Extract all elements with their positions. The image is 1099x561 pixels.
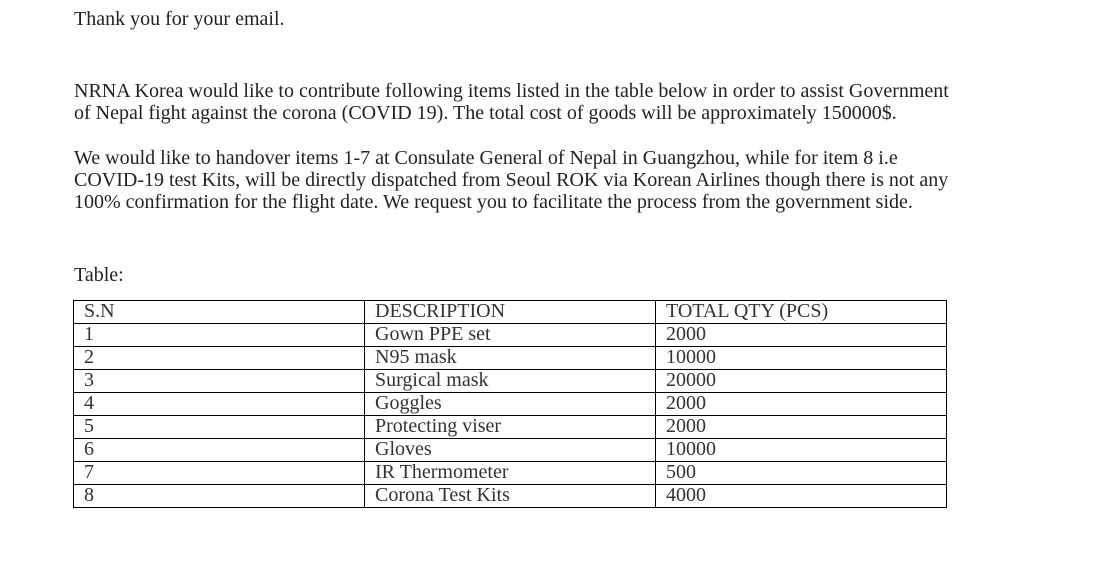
paragraph-line: 100% confirmation for the flight date. We request you to facilitate the process from the government side. xyxy=(74,191,913,213)
header-description: DESCRIPTION xyxy=(365,301,656,324)
cell-qty: 10000 xyxy=(656,347,947,370)
header-total-qty: TOTAL QTY (PCS) xyxy=(656,301,947,324)
cell-description: Goggles xyxy=(365,393,656,416)
table-row xyxy=(74,347,947,370)
items-table xyxy=(73,300,947,508)
paragraph-line: NRNA Korea would like to contribute following items listed in the table below in order to assist Government xyxy=(74,80,949,102)
cell-description: Gloves xyxy=(365,439,656,462)
cell-description: Corona Test Kits xyxy=(365,485,656,508)
greeting-text: Thank you for your email. xyxy=(74,8,285,30)
table-header-row xyxy=(74,301,947,324)
cell-sn: 5 xyxy=(74,416,365,439)
cell-qty: 4000 xyxy=(656,485,947,508)
table-label: Table: xyxy=(74,264,124,286)
table-row xyxy=(74,324,947,347)
cell-qty: 2000 xyxy=(656,324,947,347)
cell-sn: 8 xyxy=(74,485,365,508)
cell-description: N95 mask xyxy=(365,347,656,370)
table-row xyxy=(74,439,947,462)
paragraph-line: of Nepal fight against the corona (COVID 19). The total cost of goods will be approximately 150000$. xyxy=(74,102,897,124)
contribution-paragraph xyxy=(74,80,949,124)
handover-paragraph xyxy=(74,147,948,213)
cell-qty: 2000 xyxy=(656,393,947,416)
cell-sn: 2 xyxy=(74,347,365,370)
table-row xyxy=(74,393,947,416)
cell-description: Protecting viser xyxy=(365,416,656,439)
cell-sn: 4 xyxy=(74,393,365,416)
table-row xyxy=(74,462,947,485)
table-row xyxy=(74,416,947,439)
cell-qty: 500 xyxy=(656,462,947,485)
cell-sn: 6 xyxy=(74,439,365,462)
paragraph-line: We would like to handover items 1-7 at Consulate General of Nepal in Guangzhou, while for item 8 i.e xyxy=(74,147,898,169)
cell-qty: 10000 xyxy=(656,439,947,462)
header-sn: S.N xyxy=(74,301,365,324)
cell-sn: 3 xyxy=(74,370,365,393)
cell-description: Surgical mask xyxy=(365,370,656,393)
cell-description: IR Thermometer xyxy=(365,462,656,485)
table-row xyxy=(74,370,947,393)
table-row xyxy=(74,485,947,508)
cell-qty: 20000 xyxy=(656,370,947,393)
cell-sn: 1 xyxy=(74,324,365,347)
cell-qty: 2000 xyxy=(656,416,947,439)
cell-description: Gown PPE set xyxy=(365,324,656,347)
paragraph-line: COVID-19 test Kits, will be directly dispatched from Seoul ROK via Korean Airlines though there is not any xyxy=(74,169,949,191)
cell-sn: 7 xyxy=(74,462,365,485)
